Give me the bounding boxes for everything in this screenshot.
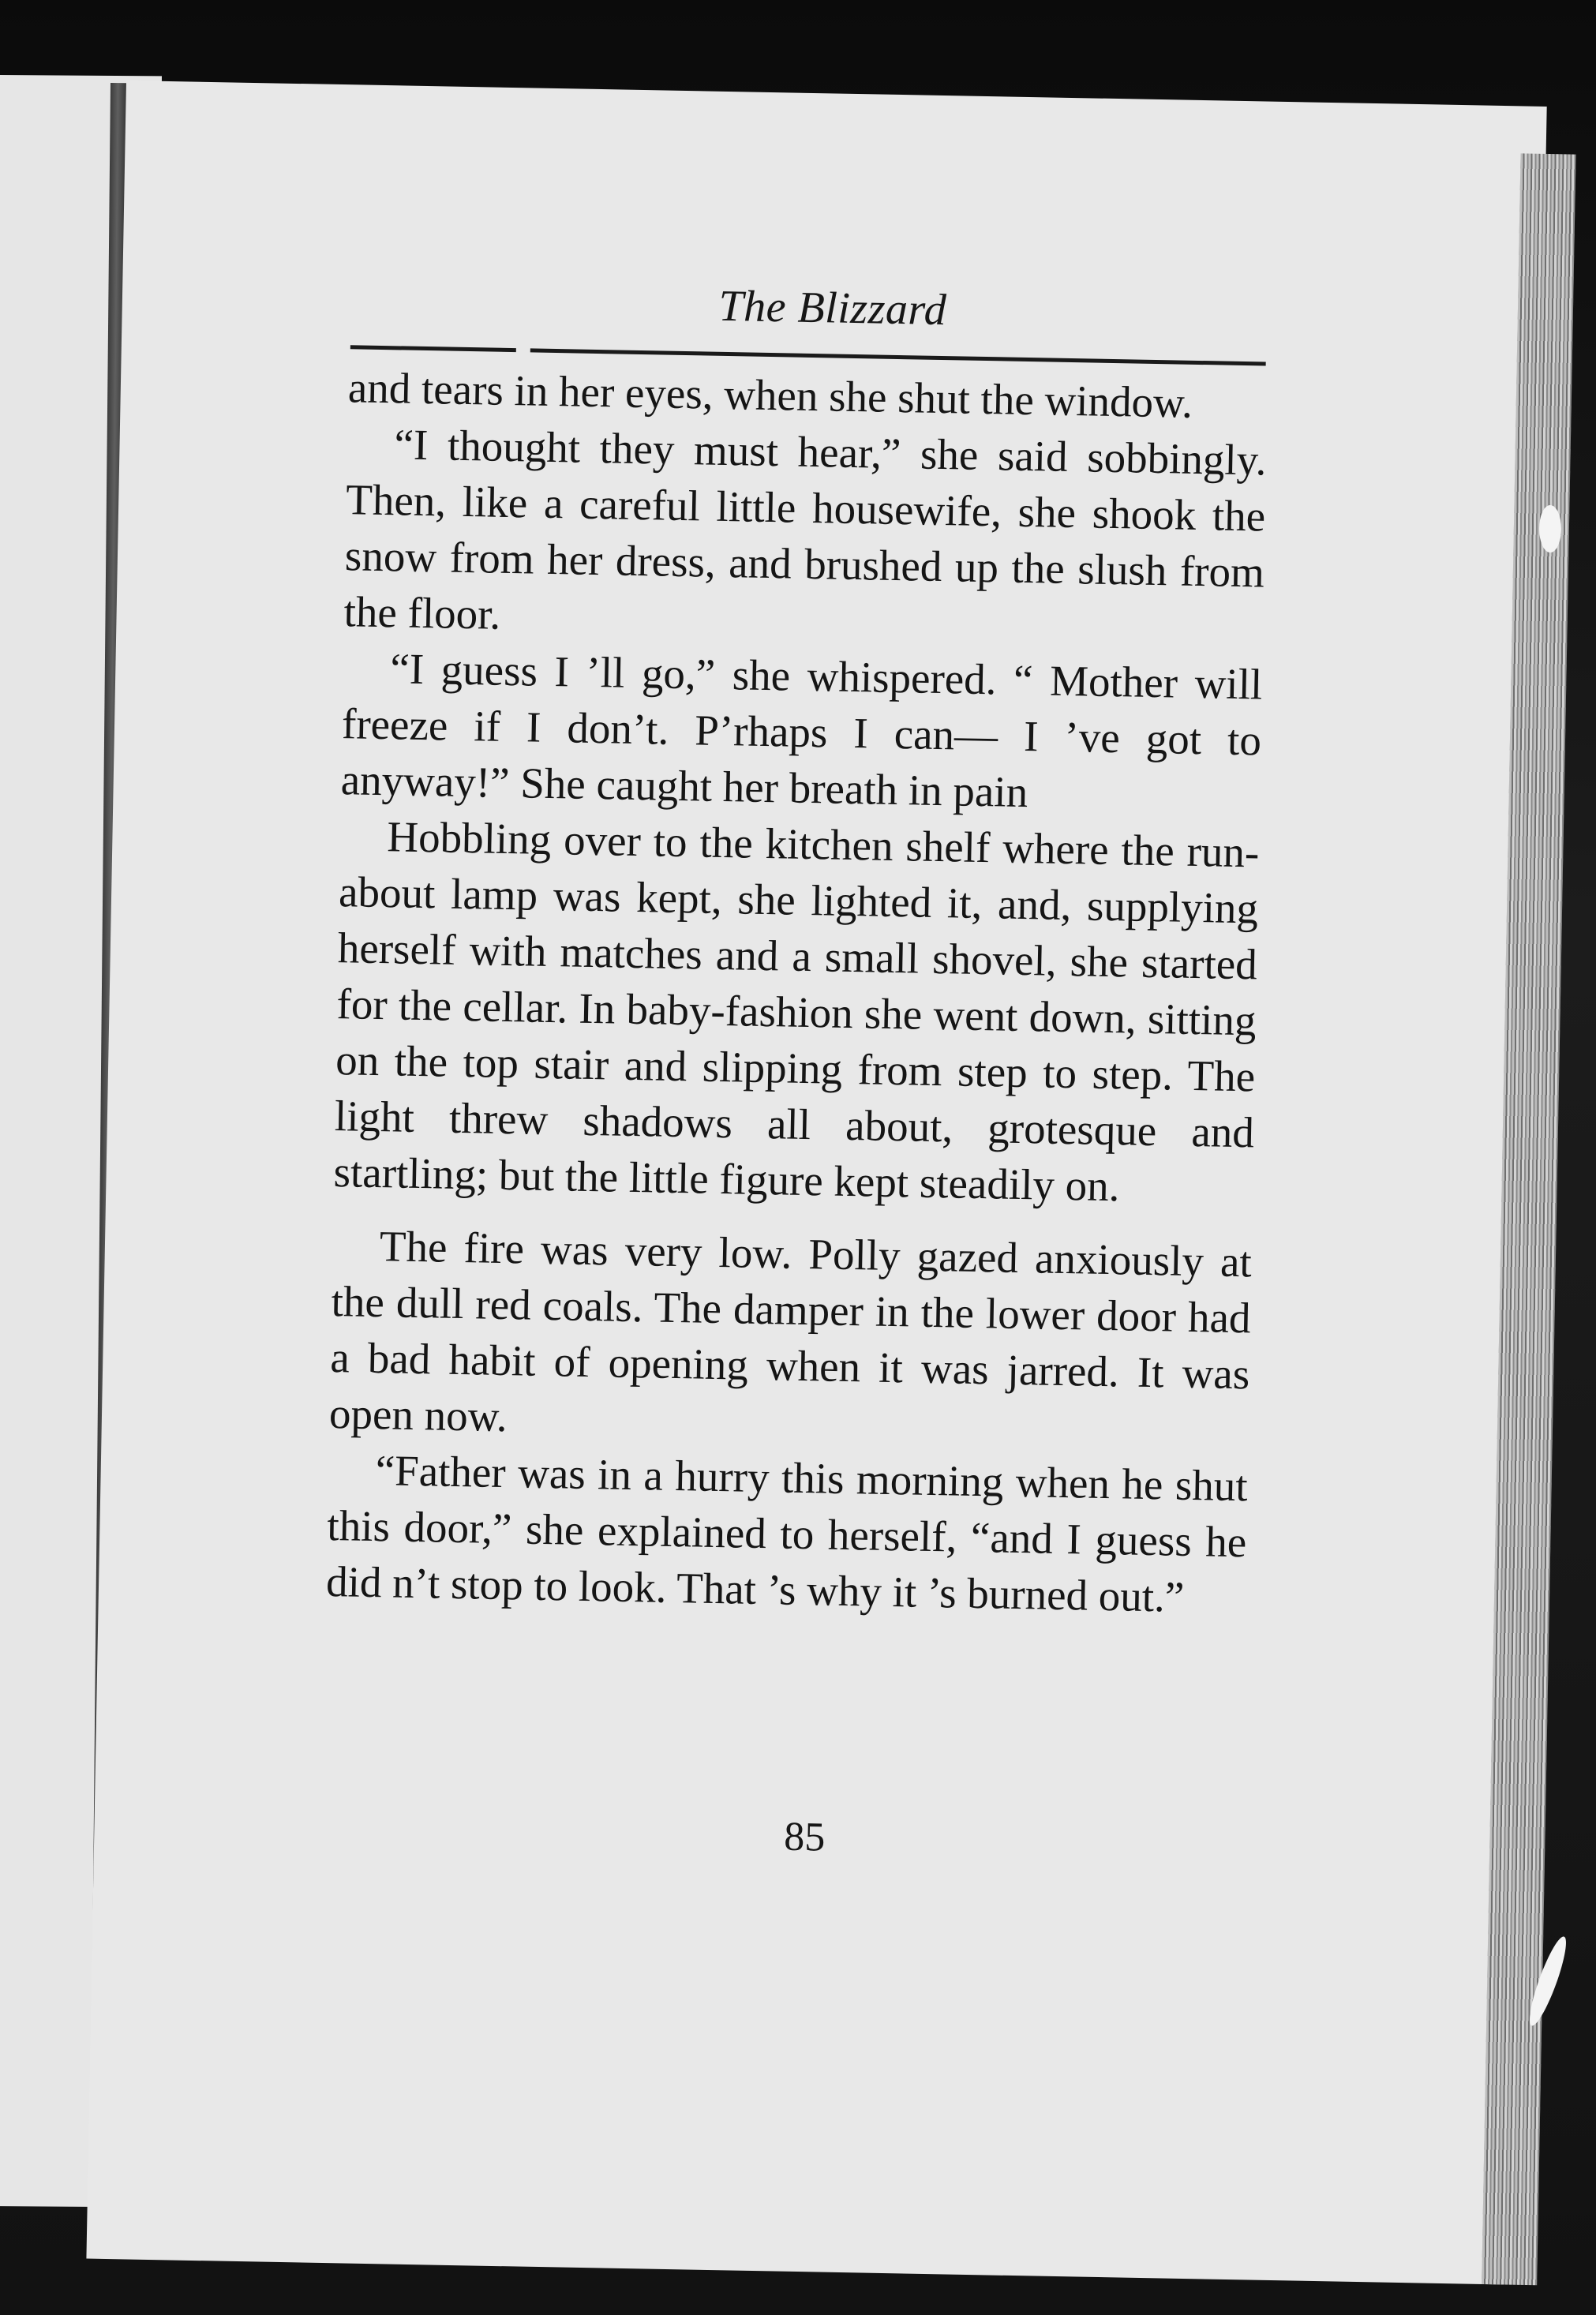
running-head: The Blizzard xyxy=(718,281,947,335)
body-text xyxy=(326,359,1268,1626)
page-number: 85 xyxy=(783,1814,826,1860)
header-rule-long xyxy=(530,348,1266,365)
paragraph-6: “Father was in a hurry this morning when he shut this door,” she explained to herself, “and I guess he did n’t stop to look. That ’s why it ’s burned out.” xyxy=(325,1446,1249,1621)
header-rule-short xyxy=(350,345,516,352)
paragraph-4: Hobbling over to the kitchen shelf where the run-about lamp was kept, she lighted it, and, supplying herself with matches and a small shovel, she started for the cellar. In baby-fashion she went down, sitting on the top stair and slipping from step to step. The light threw shadows all about, grotesque and startling; but the little figure kept steadily on. xyxy=(333,812,1260,1211)
paragraph-5: The fire was very low. Polly gazed anxiously at the dull red coals. The damper in the lower door had a bad habit of opening when it was jarred. It was open now. xyxy=(328,1222,1253,1441)
paragraph-2: “I thought they must hear,” she said sobbingly. Then, like a careful little housewife, she shook the snow from her dress, and brushed up the slush from the floor. xyxy=(343,420,1267,639)
paragraph-1: and tears in her eyes, when she shut the window. xyxy=(347,363,1193,427)
scan-speck xyxy=(1539,505,1561,553)
paragraph-3: “I guess I ’ll go,” she whispered. “ Mother will freeze if I don’t. P’rhaps I can— I ’ve got to anyway!” She caught her breath in pain xyxy=(340,644,1263,817)
book-page xyxy=(86,81,1546,2285)
page-surface xyxy=(86,81,1546,2285)
